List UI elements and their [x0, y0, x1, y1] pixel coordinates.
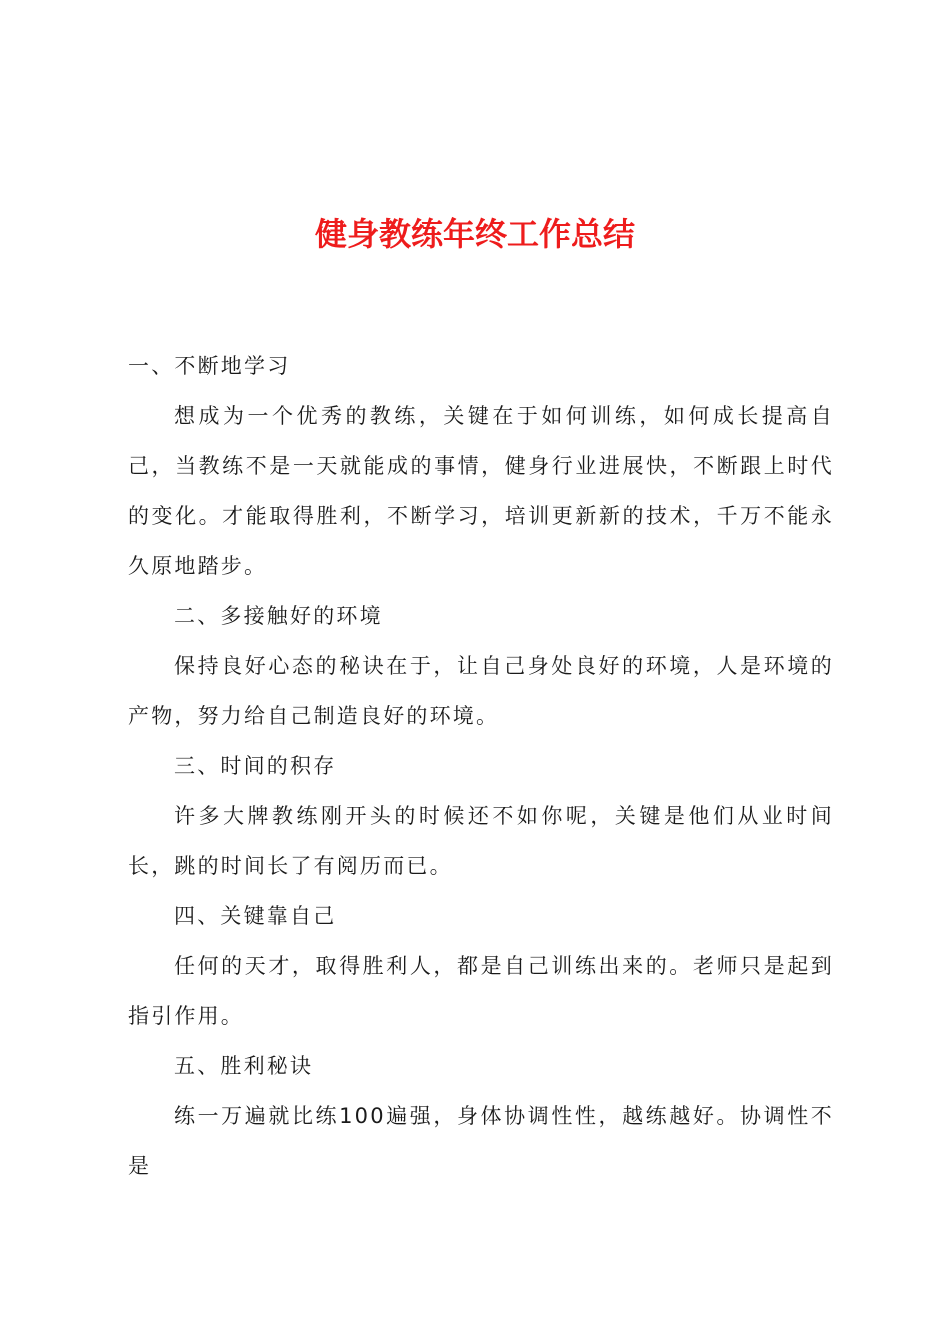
paragraph-2: 保持良好心态的秘诀在于，让自己身处良好的环境，人是环境的产物，努力给自己制造良好的环境。 — [128, 654, 834, 728]
section-heading-3: 三、时间的积存 — [174, 754, 337, 778]
section-heading-1: 一、不断地学习 — [128, 354, 291, 378]
document-title: 健身教练年终工作总结 — [314, 215, 635, 253]
section-heading-4: 四、关键靠自己 — [174, 904, 337, 928]
document-body — [128, 341, 834, 1191]
paragraph-5: 练一万遍就比练100遍强，身体协调性性，越练越好。协调性不是 — [128, 1104, 834, 1178]
section-heading-5: 五、胜利秘诀 — [174, 1054, 314, 1078]
paragraph-1: 想成为一个优秀的教练，关键在于如何训练，如何成长提高自己，当教练不是一天就能成的事情，健身行业进展快，不断跟上时代的变化。才能取得胜利，不断学习，培训更新新的技术，千万不能永久原地踏步。 — [128, 404, 834, 578]
paragraph-3: 许多大牌教练刚开头的时候还不如你呢，关键是他们从业时间长，跳的时间长了有阅历而已。 — [128, 804, 834, 878]
paragraph-4: 任何的天才，取得胜利人，都是自己训练出来的。老师只是起到指引作用。 — [128, 954, 834, 1028]
section-heading-2: 二、多接触好的环境 — [174, 604, 383, 628]
